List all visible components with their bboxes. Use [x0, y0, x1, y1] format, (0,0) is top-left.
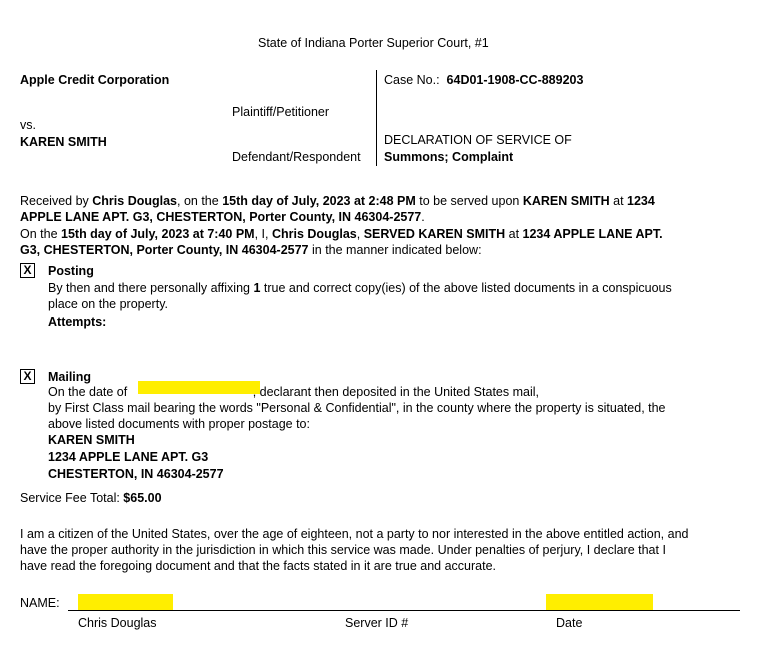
posting-title: Posting: [48, 264, 94, 278]
vs-label: vs.: [20, 118, 36, 132]
name-label: NAME:: [20, 596, 60, 610]
served-documents: Summons; Complaint: [384, 150, 514, 164]
date-redaction: [546, 594, 653, 610]
affirmation-paragraph: I am a citizen of the United States, over the age of eighteen, not a party to nor interested in the above entitled action, and have the proper authority in the jurisdiction in which this service was made. Under penalties of perjury, I declare that I have read the foregoing document and that the facts stated in it are true and accurate.: [20, 527, 689, 573]
served-paragraph: On the 15th day of July, 2023 at 7:40 PM, I, Chris Douglas, SERVED KAREN SMITH at 1234 APPLE LANE APT. G3, CHESTERTON, Porter County, IN 46304-2577 in the manner indicated below:: [20, 227, 663, 257]
attempts-label: Attempts:: [48, 315, 107, 329]
defendant-role: Defendant/Respondent: [232, 150, 361, 164]
received-paragraph: Received by Chris Douglas, on the 15th day of July, 2023 at 2:48 PM to be served upon KAREN SMITH at 1234 APPLE LANE APT. G3, CHESTERTON, Porter County, IN 46304-2577.: [20, 194, 655, 224]
posting-description: By then and there personally affixing 1 true and correct copy(ies) of the above listed documents in a conspicuous place on the property.: [48, 281, 672, 311]
signer-name: Chris Douglas: [78, 616, 157, 630]
plaintiff-name: Apple Credit Corporation: [20, 73, 170, 87]
signature-redaction: [78, 594, 173, 610]
case-number: Case No.: 64D01-1908-CC-889203: [384, 73, 584, 87]
server-id-label: Server ID #: [345, 616, 409, 630]
mailing-title: Mailing: [48, 370, 92, 384]
posting-checkbox[interactable]: X: [20, 263, 35, 278]
plaintiff-role: Plaintiff/Petitioner: [232, 105, 330, 119]
mailing-description: On the date of , declarant then deposited in the United States mail, by First Class mail bearing the words "Personal & Confidential", in the county where the property is situated, the above listed documents with proper postage to:: [48, 385, 666, 431]
mailing-address: KAREN SMITH 1234 APPLE LANE APT. G3 CHESTERTON, IN 46304-2577: [48, 433, 224, 481]
declaration-title: DECLARATION OF SERVICE OF: [384, 133, 572, 147]
service-fee: Service Fee Total: $65.00: [20, 491, 162, 505]
court-title: State of Indiana Porter Superior Court, #1: [258, 36, 489, 50]
date-label: Date: [556, 616, 583, 630]
caption-divider: [376, 70, 377, 166]
defendant-name: KAREN SMITH: [20, 135, 107, 149]
mailing-checkbox[interactable]: X: [20, 369, 35, 384]
signature-line: [68, 610, 740, 611]
